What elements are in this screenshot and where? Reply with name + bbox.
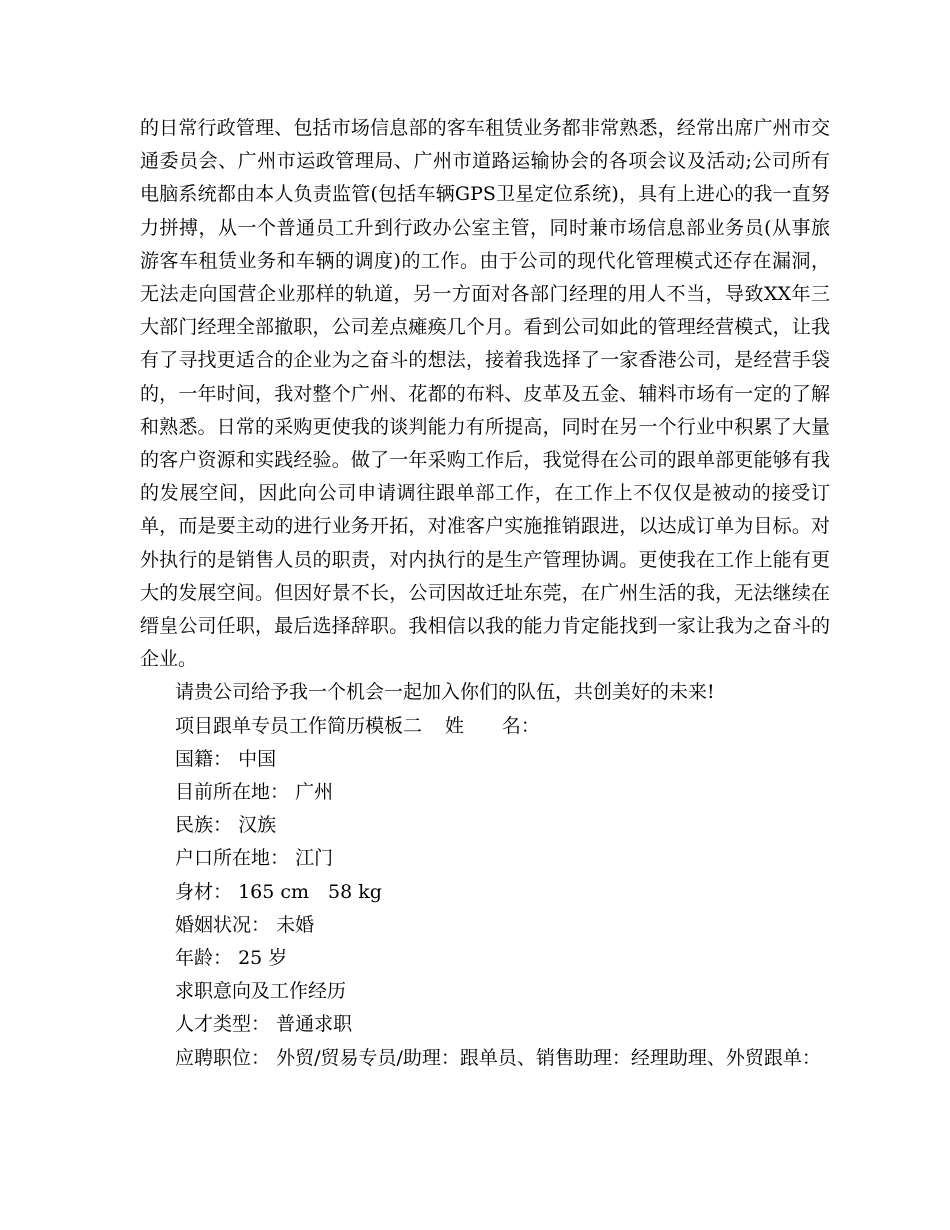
field-current-location	[140, 776, 830, 809]
field-talent-type	[140, 1008, 830, 1041]
field-value: 广州	[295, 781, 334, 804]
field-label: 民族：	[175, 814, 233, 837]
field-label: 目前所在地：	[175, 781, 290, 804]
field-physique	[140, 876, 830, 909]
template-title-line	[140, 710, 830, 743]
field-nationality	[140, 743, 830, 776]
field-label: 人才类型：	[175, 1013, 271, 1036]
field-value: 165 cm 58 kg	[238, 880, 382, 903]
field-label: 户口所在地：	[175, 847, 290, 870]
field-marital-status	[140, 909, 830, 942]
main-paragraph: 的日常行政管理、包括市场信息部的客车租赁业务都非常熟悉，经常出席广州市交通委员会、广州市运政管理局、广州市道路运输协会的各项会议及活动;公司所有电脑系统都由本人负责监管(包括车辆GPS卫星定位系统)，具有上进心的我一直努力拼搏，从一个普通员工升到行政办公室主管，同时兼市场信息部业务员(从事旅游客车租赁业务和车辆的调度)的工作。由于公司的现代化管理模式还存在漏洞，无法走向国营企业那样的轨道，另一方面对各部门经理的用人不当，导致XX年三大部门经理全部撤职，公司差点瘫痪几个月。看到公司如此的管理经营模式，让我有了寻找更适合的企业为之奋斗的想法，接着我选择了一家香港公司，是经营手袋的，一年时间，我对整个广州、花都的布料、皮革及五金、辅料市场有一定的了解和熟悉。日常的采购更使我的谈判能力有所提高，同时在另一个行业中积累了大量的客户资源和实践经验。做了一年采购工作后，我觉得在公司的跟单部更能够有我的发展空间，因此向公司申请调往跟单部工作，在工作上不仅仅是被动的接受订单，而是要主动的进行业务开拓，对准客户实施推销跟进，以达成订单为目标。对外执行的是销售人员的职责，对内执行的是生产管理协调。更使我在工作上能有更大的发展空间。但因好景不长，公司因故迁址东莞，在广州生活的我，无法继续在缙皇公司任职，最后选择辞职。我相信以我的能力肯定能找到一家让我为之奋斗的企业。	[140, 117, 830, 671]
document-body	[140, 112, 830, 1075]
field-ethnicity	[140, 809, 830, 842]
field-applied-position	[140, 1042, 830, 1075]
field-label: 国籍：	[175, 747, 233, 770]
field-label: 应聘职位：	[175, 1046, 271, 1069]
field-value: 未婚	[276, 913, 315, 936]
field-age	[140, 942, 830, 975]
closing-line: 请贵公司给予我一个机会一起加入你们的队伍，共创美好的未来!	[175, 681, 715, 704]
field-household-registration	[140, 842, 830, 875]
field-value: 25 岁	[238, 947, 288, 970]
field-value: 江门	[295, 847, 334, 870]
field-label: 身材：	[175, 880, 233, 903]
field-label: 婚姻状况：	[175, 913, 271, 936]
field-value: 外贸/贸易专员/助理：跟单员、销售助理：经理助理、外贸跟单：	[276, 1046, 821, 1069]
template-title: 项目跟单专员工作简历模板二	[175, 714, 423, 737]
name-label: 姓 名：	[444, 714, 540, 737]
section-heading: 求职意向及工作经历	[175, 980, 347, 1003]
field-value: 汉族	[238, 814, 277, 837]
field-value: 中国	[238, 747, 277, 770]
field-value: 普通求职	[276, 1013, 353, 1036]
field-label: 年龄：	[175, 947, 233, 970]
